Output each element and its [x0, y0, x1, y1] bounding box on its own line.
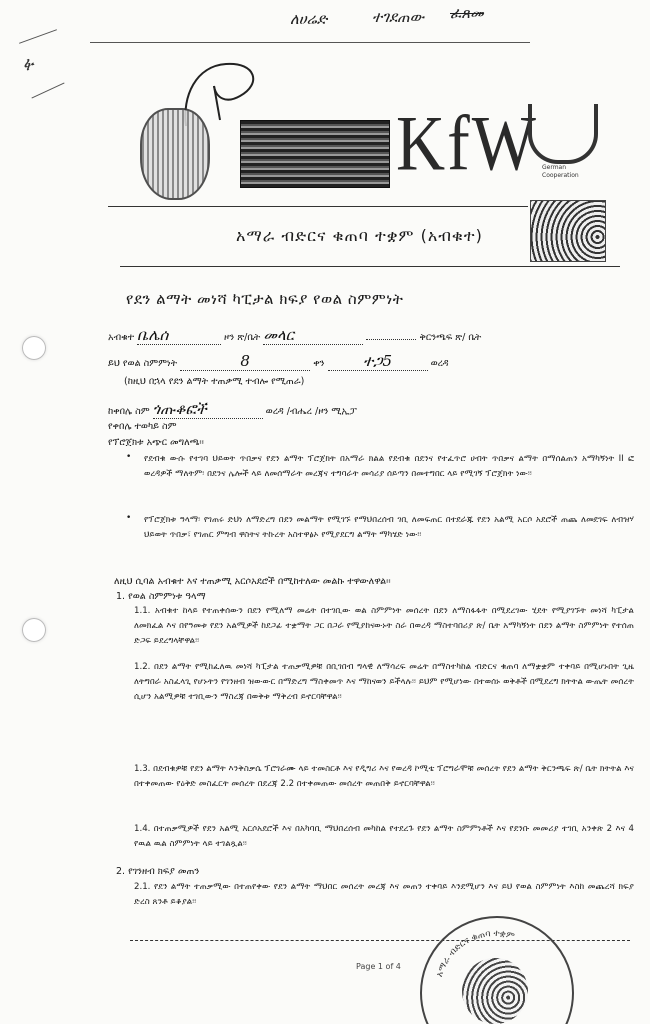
zone-value: መላር [263, 326, 294, 344]
sub-branch-label: ቅርንጫፍ ጽ/ ቤት [419, 332, 482, 343]
date-value: ተጋ5 [363, 352, 393, 370]
partner-logo-bar [240, 120, 390, 188]
corner-handwriting: ፉ [19, 52, 37, 77]
agreement-label: ይህ የወል ስምምነት [108, 358, 178, 369]
parties-intro: ለዚህ ሲባል አብቁተ እና ተጠቃሚ አርሶአደሮች በሚከተለው መልኩ ተዋውለዋል፡፡ [114, 576, 391, 587]
bullet-icon: • [126, 513, 132, 523]
clause-2-1: 2.1. የደን ልማት ተጠቃሚው በተጠየቀው የደን ልማት ማህበር መሰረት መረጃ እና መጠን ተቀባይ እንደሚሆን እና ይህ የወል ስምምነት እስከ መጨረሻ ክፍያ ድረስ ጸንቶ ይቆያል፡፡ [134, 882, 634, 908]
day-field [180, 352, 310, 371]
german-cooperation-logo [528, 104, 598, 192]
section-1-title: 1. የወል ስምምነቱ ዓላማ [116, 591, 206, 602]
punch-hole-bottom [22, 618, 46, 642]
woreda-label: ወረዳ [430, 358, 449, 369]
clause-1-4: 1.4. በተጠቃሚዎች የደን አልሚ አርሶአደሮች እና በአካባቢ ማህበረሰብ መካከል የተደረጉ የደን ልማት ስምምነቶች እና የደንቡ መመሪያ ተገቢ አንቀጽ 2 እና 4 የዉል ዉል ስምምነት ላይ ተገልጿል፡፡ [134, 824, 634, 850]
corner-scratch-2 [31, 82, 64, 98]
branch-value: ቤሌሰ [137, 326, 169, 344]
handwritten-note-2: ተገደጠው [372, 8, 425, 26]
project-bullet-1: የደብቁ ውሱ የተገባ ህይወት ጥበቃና የደን ልማት ፕሮጀክት በአማራ ክልል የደብቁ በደንና የተፈጥሮ ሀብት ጥበቃና ልማት በማሰልጠን አማካኝነት II ፎ ወረዳዎች ማለትም፡ በደንና ሌሎች ላይ ለመሰማራት መረጃና ተግባራት መሳሪያ ሰይጣን በመተግበር ላይ የሚገኝ ፕሮጀክት ነው፡፡ [144, 454, 634, 480]
german-cooperation-caption: German Cooperation [542, 164, 579, 179]
date-field [328, 352, 428, 371]
clause-1-1: 1.1. አብቁተ ከላይ የተጠቀሰውን በደን የሚለማ መሬት በተገቢው ወል ስምምነት መሰረት በደን ለማስፋፋት በሚደረገው ሂደት የሚያገኙት መነሻ ካፒታል ለመክፈል እና በየዓመቱ የደን አልሚዎች ከደጋፊ ተቋማት ጋር በጋራ የሚያከናውኑት ስራ በወረዳ ማስተባበሪያ ጽ/ ቤት አማካኝነት በደን ልማት ስምምነት የተሰጠ ድጋፍ ይደረግላቸዋል፡፡ [134, 606, 634, 647]
handwritten-note-1: ለሀሬድ [290, 10, 328, 28]
german-cooperation-shape-icon [528, 104, 598, 164]
form-line-5 [108, 421, 176, 432]
kebele-label: ከቀበሌ ስም [108, 406, 150, 417]
stamp-ring [420, 916, 570, 1024]
punch-hole-top [22, 336, 46, 360]
project-description-heading: የፕሮጀክቱ አጭር መግለጫ፡፡ [108, 437, 204, 448]
project-bullet-2: የፕሮጀክቱ ዓላማ፡ የገጠሩ ድህነ ለማድረግ በደን መልማት የሚገኙ የማህበረሰብ ገቢ ለመፍጠር በተደራጁ የደን አልሚ አርሶ አደሮች ጠጨ ለመደገፍ ለብዝሃ ህይወት ጥበቃ፣ የገጠር ምግብ ዋስትና ትኩረት አስተዋፅኦ የሚያደርግ ልማት ማካሄድ ነው፡፡ [144, 515, 634, 541]
header-rule-top [108, 206, 528, 207]
official-stamp [420, 916, 574, 1024]
zone-field-extra [366, 339, 416, 340]
zone-label: ዞን ጽ/ቤት [224, 332, 261, 343]
kebele-value: ጎጡቆፎች [152, 400, 207, 418]
page-number: Page 1 of 4 [356, 962, 401, 971]
corner-scratch [19, 29, 57, 44]
day-value: 8 [240, 352, 250, 370]
form-title: የደን ልማት መነሻ ካፒታል ክፍያ የወል ስምምነት [126, 290, 404, 308]
branch-field [137, 326, 221, 345]
woreda-zone-label: ወረዳ /ብሔረ /ዞን ሚኢፓ [265, 406, 357, 417]
form-line-4 [108, 400, 357, 419]
acsi-logo [530, 200, 606, 262]
stamp-text: አማራ ብድርና ቁጠባ ተቋም [434, 928, 516, 979]
header-rule-bottom [120, 266, 620, 267]
top-edge-line [90, 42, 530, 43]
svg-text:አማራ ብድርና ቁጠባ ተቋም [435, 929, 516, 978]
kebele-field [153, 400, 263, 419]
form-line-2 [108, 352, 449, 371]
form-line-3-note: (ከዚህ በኋላ የደን ልማት ተጠቃሚ ተብሎ የሚጠራ) [124, 376, 305, 387]
regional-emblem-logo [140, 108, 210, 200]
bullet-icon: • [126, 452, 132, 462]
clause-1-3: 1.3. በደብቁዎቹ የደን ልማት እንቅስቃሴ ፕሮገራሙ ላይ ተመስርቶ እና የዲግሪ እና የወረዳ ኮሚቴ ፕሮግራሞቹ መሰረት የደን ልማት ቅርንጫፍ ጽ/ ቤት ክትትል እና በተቀመጠው የዕቅድ መስፈርት መሰረት በደረጃ 2.2 በተቀመጠው መሰረት መጠበቅ ይኖርባቸዋል፡፡ [134, 764, 634, 790]
kebele-rep-label: የቀበሌ ተወካይ ስም [108, 421, 177, 432]
branch-label: አብቁተ [108, 332, 134, 343]
date-label: ቀን [313, 358, 325, 369]
zone-field [263, 326, 363, 345]
section-2-title: 2. የገንዘብ ክፍያ መጠን [116, 866, 200, 877]
form-line-1 [108, 326, 481, 345]
clause-1-2: 1.2. በደን ልማት የሚከፈለዉ መነሻ ካፒታል ተጠቃሚዎቹ በቢገበብ ግላዊ ለማሳረፍ መሬት በማስተካከል ብድርና ቁጠባ ለማቋቋም ተቀባይ በሚሆኑበት ጊዜ ለትግበራ አስፈላጊ የሆኑትን የገንዘብ ዝውውር በማድረግ ማስቀመጥ እና ማከናወን ይችላሉ፡፡ ይህም የሚሆነው በተወሰኑ ወቅቶች በሚደረግ ክትትል ውጤት መሰረት ሲሆን አልሚዎቹ ተገቢውን ማስረጃ በወቅቱ ማቅረብ ይኖርባቸዋል፡፡ [134, 662, 634, 703]
handwritten-note-3: ፈጸመ [450, 4, 484, 22]
kfw-logo: KfW [396, 99, 538, 187]
organization-name: አማራ ብድርና ቁጠባ ተቋም (አብቁተ) [236, 226, 483, 245]
